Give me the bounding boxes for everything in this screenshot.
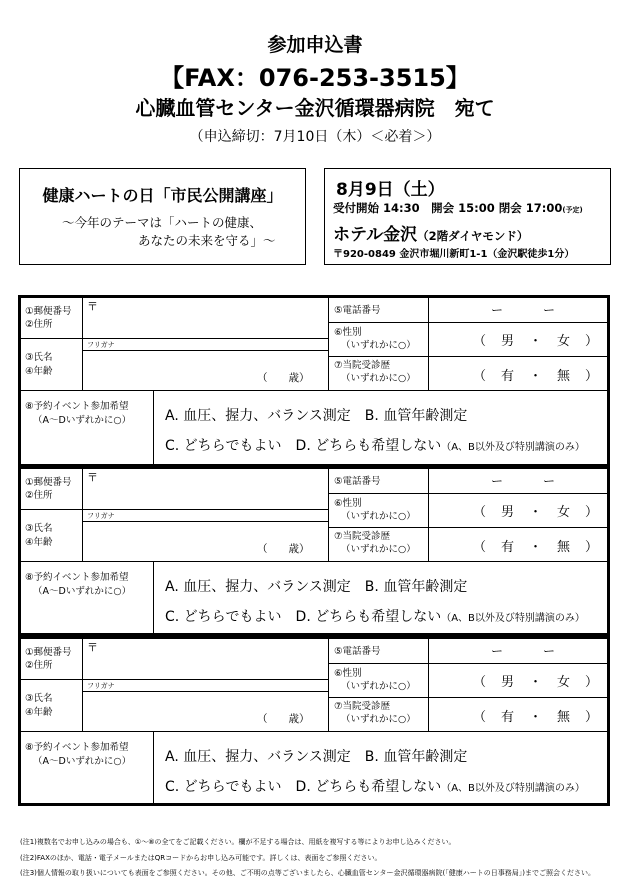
note-1: (注1)複数名でお申し込みの場合も、①～⑧の全てをご記載ください。欄が不足する場合は、用紙を複写する等によりお申し込みください。 — [20, 838, 456, 846]
postal-address-field[interactable] — [101, 300, 323, 334]
application-block — [18, 466, 610, 636]
furigana-label: フリガナ — [87, 512, 115, 520]
age-label: ④年齢 — [25, 537, 53, 548]
phone-field[interactable]: ー ー — [491, 474, 557, 488]
gender-options[interactable]: （ 男 ・ 女 ） — [473, 334, 600, 349]
event-option-cd[interactable]: C. どちらでもよい D. どちらも希望しない（A、B以外及び特別講演のみ） — [165, 438, 585, 454]
note-2: (注2)FAXのほか、電話・電子メールまたはQRコードからお申し込み可能です。詳しくは、表面をご参照ください。 — [20, 854, 382, 862]
name-label: ③氏名 — [25, 523, 53, 534]
furigana-label: フリガナ — [87, 682, 115, 690]
event-preference-label: ⑧予約イベント参加希望 — [25, 401, 129, 412]
age-label: ④年齢 — [25, 366, 53, 377]
visit-history-options[interactable]: （ 有 ・ 無 ） — [473, 540, 600, 555]
visit-history-hint: （いずれかに○） — [341, 714, 416, 725]
postal-mark: 〒 — [87, 300, 98, 313]
postal-code-label: ①郵便番号 — [25, 306, 72, 317]
gender-options[interactable]: （ 男 ・ 女 ） — [473, 675, 600, 690]
event-name: 健康ハートの日「市民公開講座」 — [42, 186, 283, 205]
address-label: ②住所 — [25, 490, 53, 501]
postal-address-field[interactable] — [101, 471, 323, 505]
event-preference-label: ⑧予約イベント参加希望 — [25, 742, 129, 753]
name-label: ③氏名 — [25, 693, 53, 704]
venue-box — [324, 168, 611, 265]
deadline: （申込締切：7月10日（木）＜必着＞） — [189, 129, 441, 145]
note-3: (注3)個人情報の取り扱いについても表面をご参照ください。その他、ご不明の点等ございましたら、心臓血管センター金沢循環器病院(「健康ハートの日事務局」)までご照会ください。 — [20, 869, 595, 877]
postal-mark: 〒 — [87, 641, 98, 654]
phone-label: ⑤電話番号 — [334, 305, 381, 316]
phone-label: ⑤電話番号 — [334, 646, 381, 657]
event-preference-hint: （A～Dいずれかに○） — [33, 586, 132, 597]
furigana-field[interactable] — [121, 510, 321, 520]
postal-address-field[interactable] — [101, 641, 323, 675]
venue-name: ホテル金沢（2階ダイヤモンド） — [333, 225, 529, 245]
furigana-field[interactable] — [121, 680, 321, 690]
event-option-ab[interactable]: A. 血圧、握力、バランス測定 B. 血管年齢測定 — [165, 579, 468, 595]
address-label: ②住所 — [25, 660, 53, 671]
gender-options[interactable]: （ 男 ・ 女 ） — [473, 505, 600, 520]
furigana-label: フリガナ — [87, 341, 115, 349]
event-theme-line1: ～今年のテーマは「ハートの健康、 — [62, 215, 263, 230]
event-option-cd[interactable]: C. どちらでもよい D. どちらも希望しない（A、B以外及び特別講演のみ） — [165, 779, 585, 795]
event-option-ab[interactable]: A. 血圧、握力、バランス測定 B. 血管年齢測定 — [165, 749, 468, 765]
form-title: 参加申込書 — [267, 34, 363, 56]
age-field[interactable]: （ 歳） — [257, 713, 310, 725]
age-field[interactable]: （ 歳） — [257, 372, 310, 384]
event-box — [19, 168, 306, 265]
fax-number: 【FAX：076-253-3515】 — [160, 64, 470, 92]
event-theme-line2: あなたの未来を守る」～ — [138, 233, 276, 248]
visit-history-label: ⑦当院受診歴 — [334, 360, 391, 371]
visit-history-label: ⑦当院受診歴 — [334, 531, 391, 542]
gender-label: ⑥性別 — [334, 498, 362, 509]
phone-label: ⑤電話番号 — [334, 476, 381, 487]
event-preference-hint: （A～Dいずれかに○） — [33, 756, 132, 767]
name-field[interactable] — [85, 523, 255, 557]
venue-address: 〒920-0849 金沢市堀川新町1-1（金沢駅徒歩1分） — [333, 249, 575, 260]
event-preference-hint: （A～Dいずれかに○） — [33, 415, 132, 426]
event-preference-label: ⑧予約イベント参加希望 — [25, 572, 129, 583]
name-field[interactable] — [85, 352, 255, 386]
visit-history-options[interactable]: （ 有 ・ 無 ） — [473, 710, 600, 725]
age-field[interactable]: （ 歳） — [257, 543, 310, 555]
address-label: ②住所 — [25, 319, 53, 330]
furigana-field[interactable] — [121, 339, 321, 349]
application-block — [18, 636, 610, 806]
name-label: ③氏名 — [25, 352, 53, 363]
phone-field[interactable]: ー ー — [491, 303, 557, 317]
postal-mark: 〒 — [87, 471, 98, 484]
event-times: 受付開始 14:30 開会 15:00 閉会 17:00(予定) — [333, 201, 583, 215]
phone-field[interactable]: ー ー — [491, 644, 557, 658]
event-option-ab[interactable]: A. 血圧、握力、バランス測定 B. 血管年齢測定 — [165, 408, 468, 424]
event-option-cd[interactable]: C. どちらでもよい D. どちらも希望しない（A、B以外及び特別講演のみ） — [165, 609, 585, 625]
age-label: ④年齢 — [25, 707, 53, 718]
name-field[interactable] — [85, 693, 255, 727]
gender-hint: （いずれかに○） — [341, 681, 416, 692]
gender-label: ⑥性別 — [334, 327, 362, 338]
visit-history-options[interactable]: （ 有 ・ 無 ） — [473, 369, 600, 384]
application-block — [18, 295, 610, 467]
postal-code-label: ①郵便番号 — [25, 647, 72, 658]
event-date: 8月9日（土） — [336, 180, 445, 200]
postal-code-label: ①郵便番号 — [25, 477, 72, 488]
visit-history-label: ⑦当院受診歴 — [334, 701, 391, 712]
visit-history-hint: （いずれかに○） — [341, 544, 416, 555]
addressee: 心臓血管センター金沢循環器病院 宛て — [135, 96, 495, 120]
gender-hint: （いずれかに○） — [341, 511, 416, 522]
gender-label: ⑥性別 — [334, 668, 362, 679]
gender-hint: （いずれかに○） — [341, 340, 416, 351]
visit-history-hint: （いずれかに○） — [341, 373, 416, 384]
